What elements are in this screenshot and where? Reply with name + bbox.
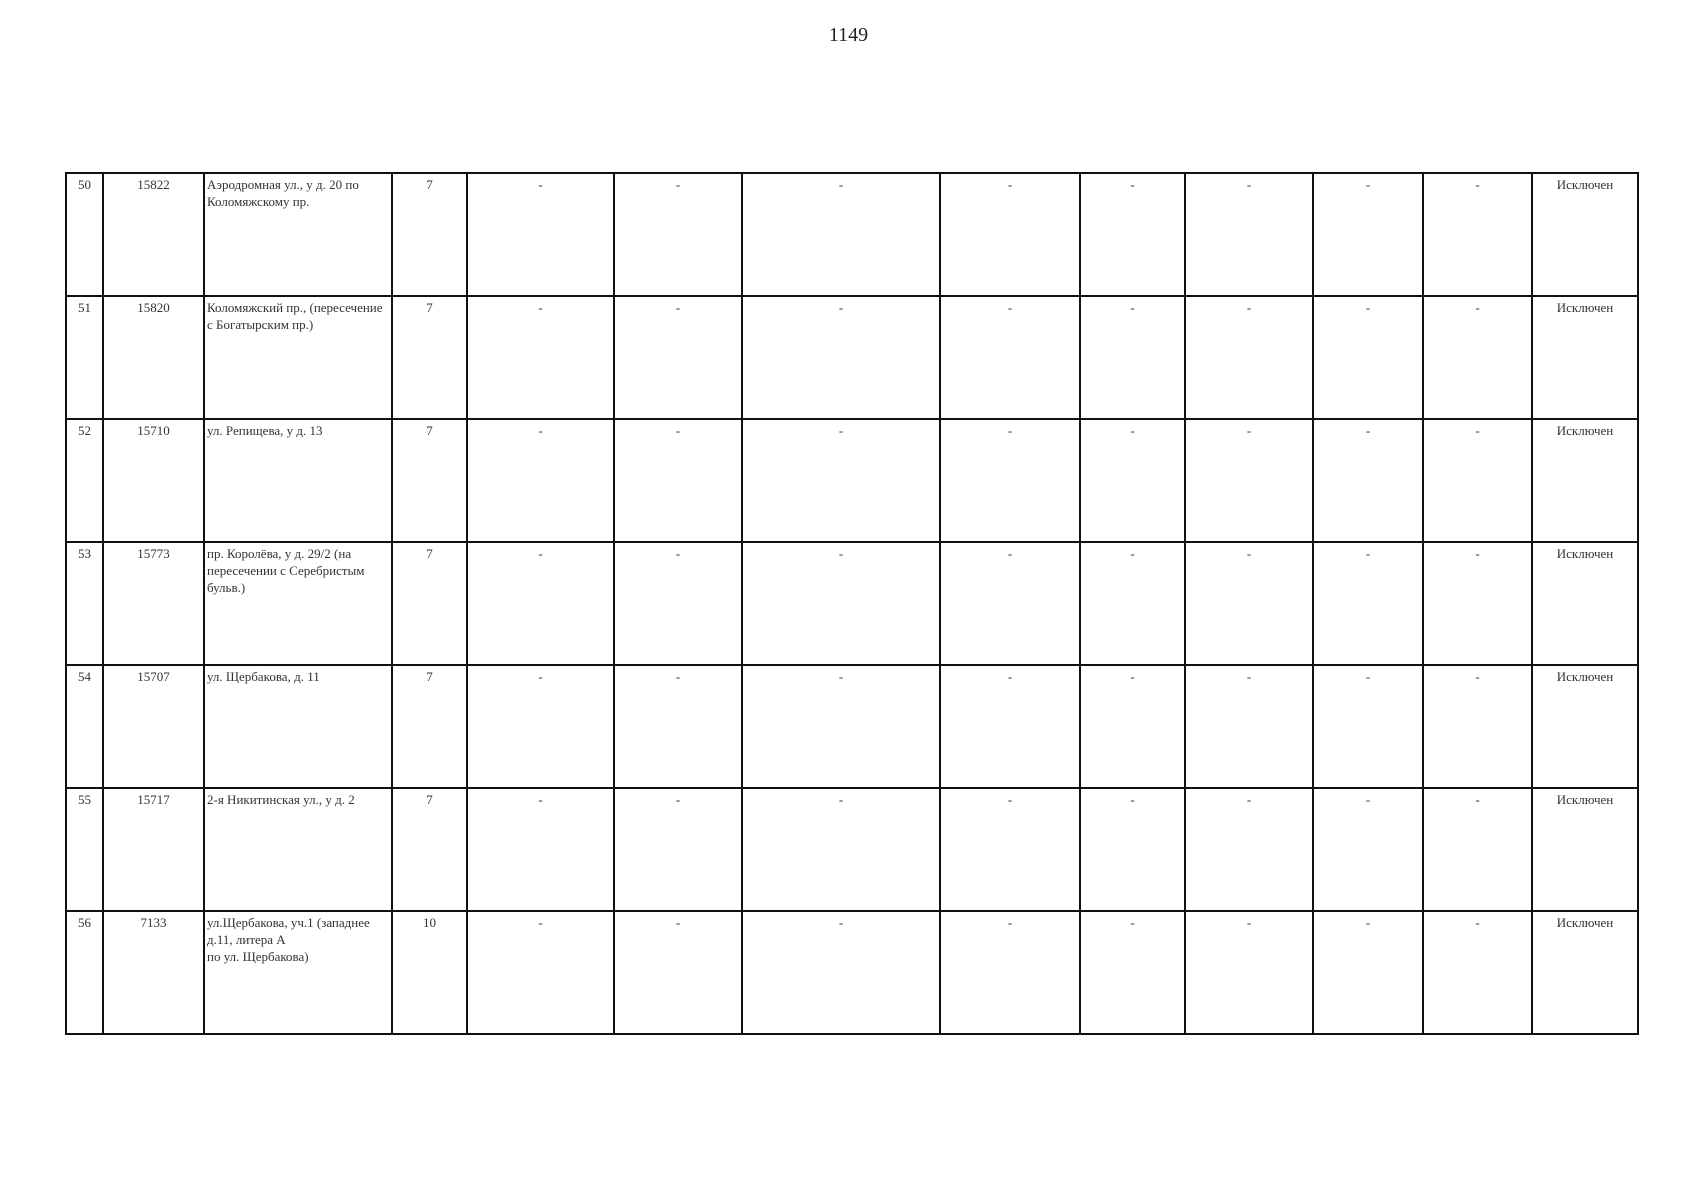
object-code-cell: 15710 <box>103 419 204 542</box>
dash-cell: - <box>1313 173 1423 296</box>
table-row <box>66 296 1638 419</box>
row-number-cell: 52 <box>66 419 103 542</box>
dash-cell: - <box>1423 419 1532 542</box>
object-code-cell: 15820 <box>103 296 204 419</box>
table-row <box>66 911 1638 1034</box>
dash-cell: - <box>1313 788 1423 911</box>
dash-cell: - <box>940 419 1080 542</box>
zone-cell: 10 <box>392 911 467 1034</box>
dash-cell: - <box>467 419 614 542</box>
dash-cell: - <box>1423 665 1532 788</box>
dash-cell: - <box>1080 911 1185 1034</box>
zone-cell: 7 <box>392 173 467 296</box>
dash-cell: - <box>1313 911 1423 1034</box>
table-row <box>66 419 1638 542</box>
dash-cell: - <box>1313 542 1423 665</box>
dash-cell: - <box>1185 788 1313 911</box>
zone-cell: 7 <box>392 665 467 788</box>
dash-cell: - <box>1423 173 1532 296</box>
status-cell: Исключен <box>1532 788 1638 911</box>
dash-cell: - <box>1185 542 1313 665</box>
address-cell: 2-я Никитинская ул., у д. 2 <box>204 788 392 911</box>
dash-cell: - <box>467 173 614 296</box>
dash-cell: - <box>1185 419 1313 542</box>
dash-cell: - <box>614 911 742 1034</box>
status-cell: Исключен <box>1532 665 1638 788</box>
dash-cell: - <box>742 665 940 788</box>
dash-cell: - <box>742 788 940 911</box>
object-code-cell: 7133 <box>103 911 204 1034</box>
dash-cell: - <box>1185 173 1313 296</box>
dash-cell: - <box>1080 296 1185 419</box>
dash-cell: - <box>940 173 1080 296</box>
row-number-cell: 56 <box>66 911 103 1034</box>
dash-cell: - <box>467 788 614 911</box>
dash-cell: - <box>1313 296 1423 419</box>
address-cell: пр. Королёва, у д. 29/2 (на пересечении с Серебристым бульв.) <box>204 542 392 665</box>
object-code-cell: 15717 <box>103 788 204 911</box>
dash-cell: - <box>742 296 940 419</box>
address-cell: ул. Репищева, у д. 13 <box>204 419 392 542</box>
dash-cell: - <box>1423 788 1532 911</box>
dash-cell: - <box>1185 296 1313 419</box>
dash-cell: - <box>1080 788 1185 911</box>
table-body <box>66 173 1638 1034</box>
dash-cell: - <box>1080 665 1185 788</box>
zone-cell: 7 <box>392 296 467 419</box>
dash-cell: - <box>614 173 742 296</box>
dash-cell: - <box>1313 419 1423 542</box>
object-code-cell: 15822 <box>103 173 204 296</box>
object-code-cell: 15707 <box>103 665 204 788</box>
zone-cell: 7 <box>392 419 467 542</box>
dash-cell: - <box>742 911 940 1034</box>
dash-cell: - <box>467 665 614 788</box>
address-cell: Коломяжский пр., (пересечение с Богатырским пр.) <box>204 296 392 419</box>
status-cell: Исключен <box>1532 911 1638 1034</box>
table-row <box>66 542 1638 665</box>
status-cell: Исключен <box>1532 296 1638 419</box>
dash-cell: - <box>1080 173 1185 296</box>
dash-cell: - <box>1423 542 1532 665</box>
dash-cell: - <box>742 419 940 542</box>
registry-table <box>65 172 1639 1035</box>
row-number-cell: 55 <box>66 788 103 911</box>
address-cell: ул.Щербакова, уч.1 (западнее д.11, литера А по ул. Щербакова) <box>204 911 392 1034</box>
dash-cell: - <box>1185 665 1313 788</box>
dash-cell: - <box>1185 911 1313 1034</box>
address-cell: ул. Щербакова, д. 11 <box>204 665 392 788</box>
dash-cell: - <box>614 788 742 911</box>
status-cell: Исключен <box>1532 419 1638 542</box>
status-cell: Исключен <box>1532 173 1638 296</box>
table-row <box>66 665 1638 788</box>
dash-cell: - <box>940 665 1080 788</box>
dash-cell: - <box>940 296 1080 419</box>
dash-cell: - <box>614 419 742 542</box>
zone-cell: 7 <box>392 788 467 911</box>
table-row <box>66 788 1638 911</box>
dash-cell: - <box>467 296 614 419</box>
dash-cell: - <box>1080 419 1185 542</box>
dash-cell: - <box>940 542 1080 665</box>
address-cell: Аэродромная ул., у д. 20 по Коломяжскому пр. <box>204 173 392 296</box>
object-code-cell: 15773 <box>103 542 204 665</box>
page-number: 1149 <box>828 24 869 46</box>
dash-cell: - <box>1080 542 1185 665</box>
dash-cell: - <box>1313 665 1423 788</box>
zone-cell: 7 <box>392 542 467 665</box>
row-number-cell: 53 <box>66 542 103 665</box>
dash-cell: - <box>742 542 940 665</box>
dash-cell: - <box>614 296 742 419</box>
dash-cell: - <box>467 911 614 1034</box>
row-number-cell: 54 <box>66 665 103 788</box>
dash-cell: - <box>940 788 1080 911</box>
dash-cell: - <box>1423 911 1532 1034</box>
table-row <box>66 173 1638 296</box>
row-number-cell: 50 <box>66 173 103 296</box>
status-cell: Исключен <box>1532 542 1638 665</box>
dash-cell: - <box>742 173 940 296</box>
dash-cell: - <box>614 542 742 665</box>
dash-cell: - <box>940 911 1080 1034</box>
dash-cell: - <box>614 665 742 788</box>
dash-cell: - <box>467 542 614 665</box>
row-number-cell: 51 <box>66 296 103 419</box>
dash-cell: - <box>1423 296 1532 419</box>
